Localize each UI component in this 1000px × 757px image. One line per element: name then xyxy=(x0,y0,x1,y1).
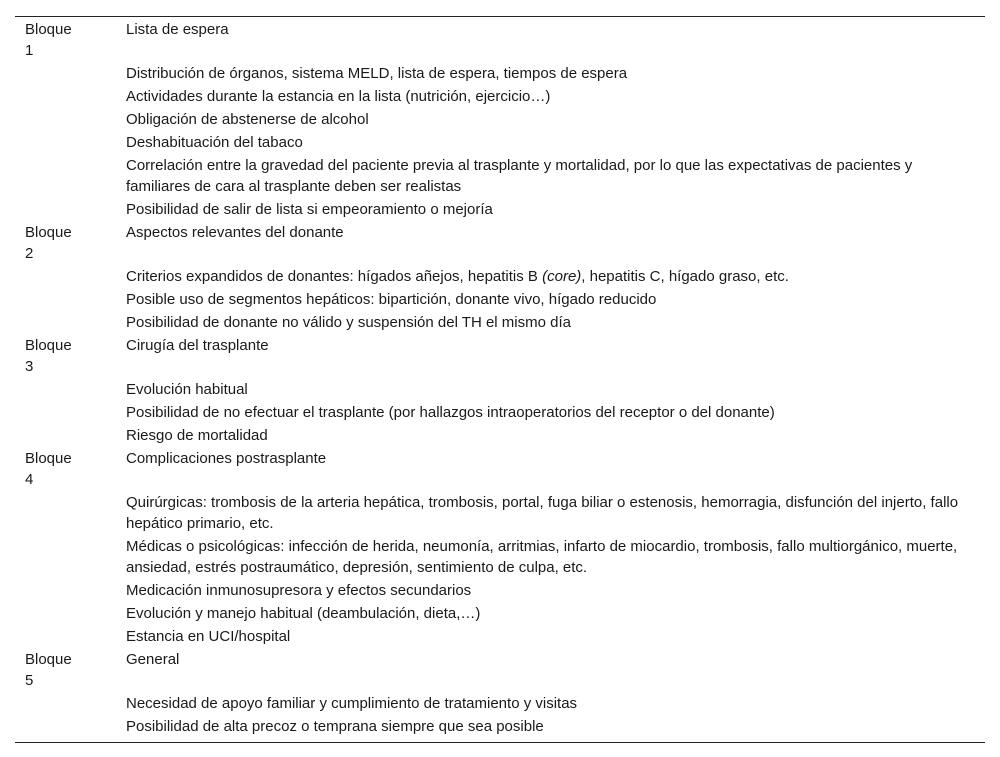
block-title: General xyxy=(126,651,180,668)
table-row xyxy=(15,715,985,738)
empty-cell xyxy=(15,131,126,154)
list-item: Posibilidad de salir de lista si empeoramiento o mejoría xyxy=(126,201,493,218)
table-row xyxy=(15,625,985,648)
block-title: Complicaciones postrasplante xyxy=(126,450,327,467)
block-label: Bloque 3 xyxy=(25,337,72,375)
table-row xyxy=(15,692,985,715)
table-row xyxy=(15,378,985,401)
table-row xyxy=(15,288,985,311)
table-row xyxy=(15,602,985,625)
empty-cell xyxy=(15,378,126,401)
empty-cell xyxy=(15,198,126,221)
table-row xyxy=(15,311,985,334)
empty-cell xyxy=(15,535,126,579)
block-label-cell xyxy=(15,648,126,692)
empty-cell xyxy=(15,625,126,648)
empty-cell xyxy=(15,85,126,108)
list-item: Correlación entre la gravedad del paciente previa al trasplante y mortalidad, por lo que las expectativas de pacientes y familiares de cara al trasplante deben ser realistas xyxy=(126,157,913,195)
empty-cell xyxy=(15,265,126,288)
item-text-before: Criterios expandidos de donantes: hígados añejos, hepatitis B xyxy=(126,268,543,285)
empty-cell xyxy=(15,62,126,85)
list-item: Posible uso de segmentos hepáticos: bipartición, donante vivo, hígado reducido xyxy=(126,291,657,308)
list-item: Médicas o psicológicas: infección de herida, neumonía, arritmias, infarto de miocardio, trombosis, fallo multiorgánico, muerte, ansiedad, estrés postraumático, depresión, sentimiento de culpa, etc. xyxy=(126,538,958,576)
empty-cell xyxy=(15,311,126,334)
item-text-after: , hepatitis C, hígado graso, etc. xyxy=(581,268,789,285)
block-label-cell xyxy=(15,18,126,62)
table-row xyxy=(15,154,985,198)
table-row xyxy=(15,535,985,579)
list-item: Quirúrgicas: trombosis de la arteria hepática, trombosis, portal, fuga biliar o estenosis, hemorragia, disfunción del injerto, fallo hepático primario, etc. xyxy=(126,494,959,532)
block-label: Bloque 1 xyxy=(25,21,72,59)
empty-cell xyxy=(15,692,126,715)
empty-cell xyxy=(15,108,126,131)
block-label: Bloque 5 xyxy=(25,651,72,689)
list-item: Actividades durante la estancia en la lista (nutrición, ejercicio…) xyxy=(126,88,551,105)
block-title: Cirugía del trasplante xyxy=(126,337,269,354)
list-item: Posibilidad de donante no válido y suspensión del TH el mismo día xyxy=(126,314,571,331)
list-item: Deshabituación del tabaco xyxy=(126,134,303,151)
list-item: Estancia en UCI/hospital xyxy=(126,628,291,645)
list-item: Obligación de abstenerse de alcohol xyxy=(126,111,369,128)
list-item xyxy=(126,265,985,288)
table-row xyxy=(15,491,985,535)
list-item: Riesgo de mortalidad xyxy=(126,427,268,444)
table-row xyxy=(15,579,985,602)
block-header-row xyxy=(15,221,985,265)
table-row xyxy=(15,85,985,108)
table-row xyxy=(15,62,985,85)
list-item: Necesidad de apoyo familiar y cumplimiento de tratamiento y visitas xyxy=(126,695,578,712)
block-header-row xyxy=(15,648,985,692)
list-item: Posibilidad de no efectuar el trasplante (por hallazgos intraoperatorios del receptor o del donante) xyxy=(126,404,775,421)
item-text-italic: (core) xyxy=(542,268,582,285)
block-header-row xyxy=(15,18,985,62)
block-header-row xyxy=(15,447,985,491)
table-row xyxy=(15,108,985,131)
empty-cell xyxy=(15,154,126,198)
block-label: Bloque 4 xyxy=(25,450,72,488)
block-header-row xyxy=(15,334,985,378)
block-title: Aspectos relevantes del donante xyxy=(126,224,344,241)
block-title: Lista de espera xyxy=(126,21,229,38)
table-row xyxy=(15,424,985,447)
list-item: Evolución habitual xyxy=(126,381,248,398)
list-item: Posibilidad de alta precoz o temprana siempre que sea posible xyxy=(126,718,544,735)
empty-cell xyxy=(15,288,126,311)
table-row xyxy=(15,131,985,154)
list-item: Distribución de órganos, sistema MELD, lista de espera, tiempos de espera xyxy=(126,65,628,82)
block-label-cell xyxy=(15,334,126,378)
empty-cell xyxy=(15,579,126,602)
table-row xyxy=(15,265,985,288)
list-item: Medicación inmunosupresora y efectos secundarios xyxy=(126,582,472,599)
block-label-cell xyxy=(15,447,126,491)
empty-cell xyxy=(15,715,126,738)
empty-cell xyxy=(15,602,126,625)
content-table xyxy=(15,16,985,743)
empty-cell xyxy=(15,401,126,424)
list-item: Evolución y manejo habitual (deambulación, dieta,…) xyxy=(126,605,481,622)
table-row xyxy=(15,401,985,424)
table-row xyxy=(15,198,985,221)
empty-cell xyxy=(15,491,126,535)
empty-cell xyxy=(15,424,126,447)
block-label: Bloque 2 xyxy=(25,224,72,262)
block-label-cell xyxy=(15,221,126,265)
